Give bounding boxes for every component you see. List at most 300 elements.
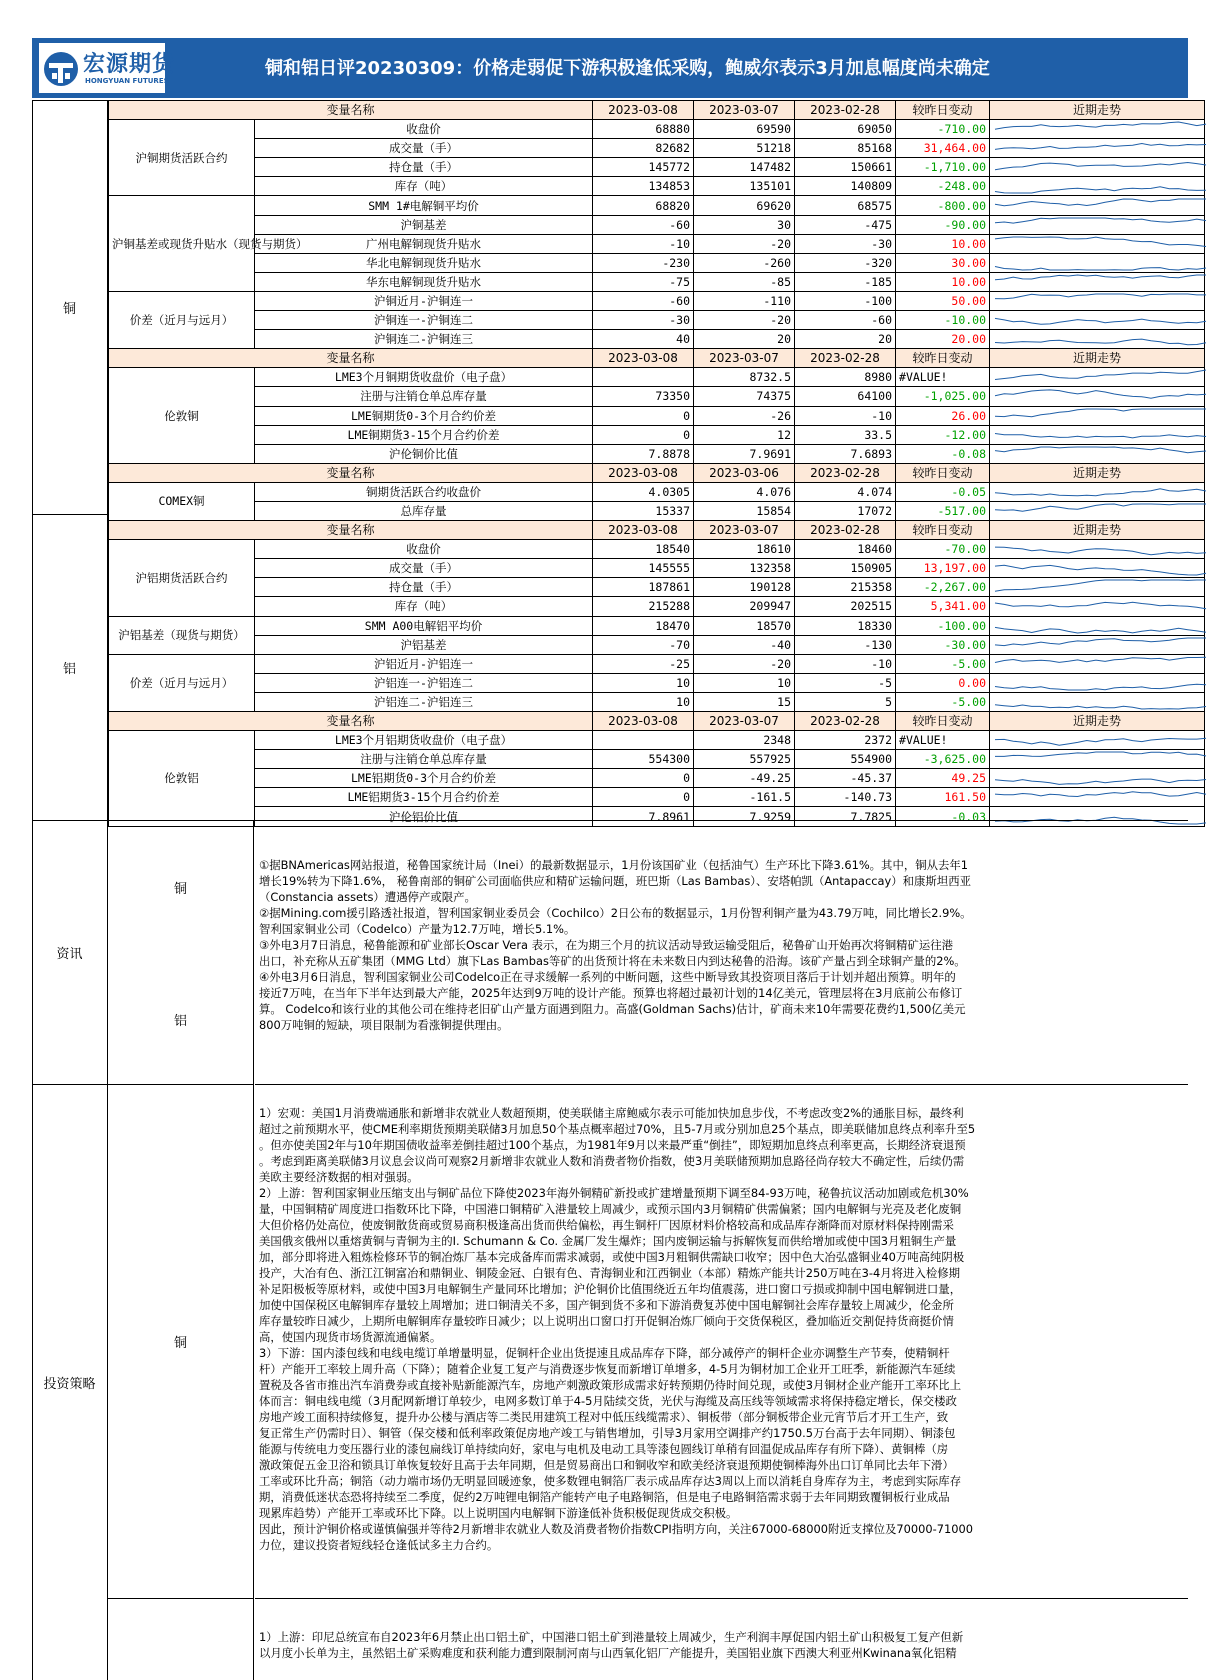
- sparkline-path: [995, 144, 1206, 150]
- sparkline-path: [995, 566, 1206, 576]
- header-cell: 变量名称: [109, 101, 593, 120]
- header-cell: 2023-03-08: [593, 521, 694, 540]
- group-label: 沪铜期货活跃合约: [109, 120, 255, 196]
- sparkline-icon: [993, 617, 1208, 635]
- sparkline-path: [995, 580, 1206, 591]
- header-cell: 近期走势: [990, 712, 1205, 731]
- trend-sparkline: [990, 406, 1205, 425]
- table-row: [109, 139, 1205, 158]
- sparkline-icon: [993, 120, 1208, 138]
- trend-sparkline: [990, 750, 1205, 769]
- value-cell: -26: [694, 406, 795, 425]
- trend-sparkline: [990, 330, 1205, 349]
- value-cell: 73350: [593, 387, 694, 406]
- change-cell: 30.00: [896, 253, 990, 272]
- variable-name: LME铝期货0-3个月合约价差: [255, 769, 593, 788]
- trend-sparkline: [990, 425, 1205, 444]
- value-cell: -475: [795, 215, 896, 234]
- sparkline-path: [995, 489, 1206, 496]
- change-cell: 13,197.00: [896, 559, 990, 578]
- change-cell: #VALUE!: [896, 368, 990, 387]
- trend-sparkline: [990, 196, 1205, 215]
- header-cell: 2023-03-08: [593, 463, 694, 482]
- value-cell: 4.076: [694, 482, 795, 501]
- value-cell: -230: [593, 253, 694, 272]
- sparkline-icon: [993, 292, 1208, 310]
- table-row: [109, 120, 1205, 139]
- variable-name: 持仓量（手）: [255, 578, 593, 597]
- value-cell: 40: [593, 330, 694, 349]
- header-cell: 较昨日变动: [896, 349, 990, 368]
- value-cell: -75: [593, 272, 694, 291]
- trend-sparkline: [990, 215, 1205, 234]
- variable-name: 华北电解铜现货升贴水: [255, 253, 593, 272]
- value-cell: 554900: [795, 750, 896, 769]
- value-cell: 51218: [694, 139, 795, 158]
- value-cell: 18470: [593, 616, 694, 635]
- value-cell: -60: [593, 291, 694, 310]
- value-cell: 7.8878: [593, 444, 694, 463]
- trend-sparkline: [990, 139, 1205, 158]
- sparkline-icon: [993, 407, 1208, 425]
- sparkline-icon: [993, 502, 1208, 520]
- value-cell: -60: [593, 215, 694, 234]
- group-label: 沪铝期货活跃合约: [109, 540, 255, 616]
- header-cell: 2023-02-28: [795, 521, 896, 540]
- value-cell: 145555: [593, 559, 694, 578]
- variable-name: 铜期货活跃合约收盘价: [255, 482, 593, 501]
- sparkline-icon: [993, 578, 1208, 596]
- header-cell: 较昨日变动: [896, 712, 990, 731]
- variable-name: 沪伦铝价比值: [255, 807, 593, 826]
- sparkline-path: [995, 122, 1206, 129]
- change-cell: -1,025.00: [896, 387, 990, 406]
- sparkline-path: [995, 266, 1206, 270]
- sparkline-path: [995, 370, 1206, 380]
- sparkline-icon: [993, 483, 1208, 501]
- value-cell: 209947: [694, 597, 795, 616]
- header-cell: 2023-03-07: [694, 521, 795, 540]
- header-cell: 变量名称: [109, 712, 593, 731]
- sparkline-path: [995, 638, 1206, 646]
- value-cell: 18610: [694, 540, 795, 559]
- variable-name: 库存（吨）: [255, 177, 593, 196]
- table-row: [109, 616, 1205, 635]
- market-data-table: [108, 100, 1205, 827]
- logo-text-en: HONGYUAN FUTURES: [85, 77, 169, 85]
- trend-sparkline: [990, 501, 1205, 520]
- table-header-row: [109, 101, 1205, 120]
- value-cell: 150661: [795, 158, 896, 177]
- trend-sparkline: [990, 654, 1205, 673]
- variable-name: 沪铜基差: [255, 215, 593, 234]
- table-row: [109, 368, 1205, 387]
- variable-name: 成交量（手）: [255, 559, 593, 578]
- sparkline-icon: [993, 426, 1208, 444]
- change-cell: 49.25: [896, 769, 990, 788]
- header-cell: 近期走势: [990, 101, 1205, 120]
- value-cell: 17072: [795, 501, 896, 520]
- value-cell: -40: [694, 635, 795, 654]
- trend-sparkline: [990, 387, 1205, 406]
- value-cell: 187861: [593, 578, 694, 597]
- group-label: 伦敦铝: [109, 731, 255, 826]
- sparkline-icon: [993, 254, 1208, 272]
- table-row: [109, 253, 1205, 272]
- sparkline-path: [995, 187, 1206, 193]
- value-cell: 0: [593, 406, 694, 425]
- header-cell: 近期走势: [990, 463, 1205, 482]
- value-cell: [593, 368, 694, 387]
- value-cell: 0: [593, 769, 694, 788]
- sparkline-icon: [993, 368, 1208, 386]
- trend-sparkline: [990, 731, 1205, 750]
- table-row: [109, 540, 1205, 559]
- value-cell: -260: [694, 253, 795, 272]
- value-cell: 10: [694, 673, 795, 692]
- sparkline-path: [995, 779, 1206, 784]
- news-aluminium-label: 铝: [108, 954, 254, 1084]
- trend-sparkline: [990, 559, 1205, 578]
- header-cell: 2023-02-28: [795, 463, 896, 482]
- sparkline-path: [995, 339, 1206, 345]
- group-label: 沪铝基差（现货与期货）: [109, 616, 255, 654]
- table-row: [109, 788, 1205, 807]
- value-cell: -320: [795, 253, 896, 272]
- change-cell: -30.00: [896, 635, 990, 654]
- sparkline-path: [995, 409, 1206, 417]
- trend-sparkline: [990, 120, 1205, 139]
- variable-name: 成交量（手）: [255, 139, 593, 158]
- header-cell: 较昨日变动: [896, 463, 990, 482]
- table-row: [109, 559, 1205, 578]
- value-cell: 145772: [593, 158, 694, 177]
- table-row: [109, 692, 1205, 711]
- trend-sparkline: [990, 253, 1205, 272]
- sparkline-path: [995, 433, 1206, 437]
- table-row: [109, 597, 1205, 616]
- variable-name: 收盘价: [255, 120, 593, 139]
- sparkline-path: [995, 547, 1206, 555]
- value-cell: -49.25: [694, 769, 795, 788]
- change-cell: -0.08: [896, 444, 990, 463]
- table-row: [109, 196, 1205, 215]
- value-cell: 20: [694, 330, 795, 349]
- trend-sparkline: [990, 616, 1205, 635]
- change-cell: 5,341.00: [896, 597, 990, 616]
- change-cell: -70.00: [896, 540, 990, 559]
- group-label: 价差（近月与远月）: [109, 654, 255, 711]
- value-cell: -161.5: [694, 788, 795, 807]
- sparkline-icon: [993, 216, 1208, 234]
- sparkline-path: [995, 275, 1206, 280]
- sparkline-icon: [993, 559, 1208, 577]
- report-header: [0, 0, 1188, 100]
- value-cell: 140809: [795, 177, 896, 196]
- value-cell: -25: [593, 654, 694, 673]
- change-cell: -1,710.00: [896, 158, 990, 177]
- value-cell: -10: [795, 406, 896, 425]
- sparkline-path: [995, 163, 1206, 170]
- table-row: [109, 425, 1205, 444]
- value-cell: 15854: [694, 501, 795, 520]
- header-cell: 变量名称: [109, 463, 593, 482]
- variable-name: 沪铝基差: [255, 635, 593, 654]
- sparkline-icon: [993, 330, 1208, 348]
- value-cell: 12: [694, 425, 795, 444]
- value-cell: 69590: [694, 120, 795, 139]
- trend-sparkline: [990, 597, 1205, 616]
- sparkline-path: [995, 390, 1206, 398]
- header-cell: 变量名称: [109, 521, 593, 540]
- value-cell: -5: [795, 673, 896, 692]
- news-text: ①据BNAmericas网站报道，秘鲁国家统计局（Inei）的最新数据显示，1月份该国矿业（包括油气）生产环比下降3.61%。其中，铜从去年1 增长19%转为下降1.6%， 秘鲁南部的铜矿公司面临供应和精矿运输问题，班巴斯（Las Bambas）、安塔帕凯（Antapaccay）和康斯坦西亚 （Constancia assets）遭遇停产或限产。 ②据Mining.com援引路透社报道，智利国家铜业委员会（Cochilco）2日公布的数据显示，1月份智利铜产量为43.79万吨，同比增长2.9%。 智利国家铜业公司（Codelco）产量为12.7万吨，增长5.1%。 ③外电3月7日消息，秘鲁能源和矿业部长Oscar Vera 表示，在为期三个月的抗议活动导致运输受阻后，秘鲁矿山开始再次将铜精矿运往港 出口，补充称从五矿集团（MMG Ltd）旗下Las Bambas等矿的出货预计将在未来数日内到达秘鲁的沿海。该矿产量占到全球铜产量的2%。 ④外电3月6日消息，智利国家铜业公司Codelco正在寻求缓解一系列的中断问题，这些中断导致其投资项目落后于计划并超出预算。明年的 接近7万吨，在当年下半年达到最大产能，2025年达到9万吨的设计产能。预算也将超过最初计划的14亿美元，管理层将在3月底前公布修订 算。 Codelco和该行业的其他公司在维持老旧矿山产量方面遇到阻力。高盛(Goldman Sachs)估计，矿商未来10年需要花费约1,500亿美元 800万吨铜的短缺，项目限制为看涨铜提供理由。: [255, 820, 1188, 1084]
- sparkline-path: [995, 657, 1206, 662]
- header-cell: 2023-03-07: [694, 712, 795, 731]
- section-copper-label: 铜: [32, 100, 108, 514]
- table-row: [109, 177, 1205, 196]
- change-cell: -5.00: [896, 692, 990, 711]
- value-cell: -85: [694, 272, 795, 291]
- header-cell: 2023-03-08: [593, 101, 694, 120]
- sparkline-icon: [993, 387, 1208, 405]
- sparkline-path: [995, 738, 1206, 745]
- value-cell: 74375: [694, 387, 795, 406]
- trend-sparkline: [990, 311, 1205, 330]
- table-row: [109, 482, 1205, 501]
- page-title: 铜和铝日评20230309：价格走弱促下游积极逢低采购，鲍威尔表示3月加息幅度尚未确定: [265, 58, 990, 79]
- value-cell: 7.6893: [795, 444, 896, 463]
- strategy-aluminium-label: [108, 1598, 254, 1680]
- section-news-label: 资讯: [32, 820, 108, 1084]
- change-cell: -0.05: [896, 482, 990, 501]
- header-cell: 近期走势: [990, 521, 1205, 540]
- value-cell: 7.8961: [593, 807, 694, 826]
- variable-name: LME3个月铝期货收盘价（电子盘）: [255, 731, 593, 750]
- strategy-copper-text: 1）宏观：美国1月消费端通胀和新增非农就业人数超预期，使美联储主席鲍威尔表示可能加快加息步伐，不考虑改变2%的通胀目标，最终利 超过之前预期水平，使CME利率期货预期美联储3月加息50个基点概率超过70%，且5-7月或分别加息25个基点，即美联储加息终点利率升至5 。但亦使美国2年与10年期国债收益率差倒挂超过100个基点，为1981年9月以来最严重“倒挂”，即短期加息终点利率更高，长期经济衰退预 。考虑到距离美联储3月议息会议尚可观察2月新增非农就业人数和消费者物价指数，使3月美联储预期加息路径尚存较大不确定性，后续仍需 美欧主要经济数据的相对强弱。 2）上游：智利国家铜业压缩支出与铜矿品位下降使2023年海外铜精矿新投或扩建增量预期下调至84-93万吨，秘鲁抗议活动加剧或危机30% 量，中国铜精矿周度进口指数环比下降，中国港口铜精矿入港量较上周减少，或预示国内3月铜精矿供需偏紧；国内电解铜与光亮及老化废铜 大但价格仍处高位，使废铜散货商或贸易商积极逢高出货而供给偏松，再生铜杆厂因原材料价格较高和成品库存渐降而对原材料保持刚需采 美国俄亥俄州以重熔黄铜与青铜为主的I. Schumann & Co. 金属厂发生爆炸；国内废铜运输与拆解恢复而供给增加或使中国3月粗铜生产量 加，部分即将进入粗炼检修环节的铜冶炼厂基本完成备库而需求减弱，或使中国3月粗铜供需缺口收窄；因中色大冶弘盛铜业40万吨高纯阴极 投产，大冶有色、浙江江铜富冶和鼎铜业、铜陵金冠、白银有色、青海铜业和江西铜业（本部）精炼产能共计250万吨在3-4月将进入检修期 补足阳极板等原材料，或使中国3月电解铜生产量同环比增加；沪伦铜价比值围绕近五年均值震荡，进口窗口亏损或抑制中国电解铜进口量， 加使中国保税区电解铜库存量较上周增加；进口铜清关不多，国产铜到货不多和下游消费复苏使中国电解铜社会库存量较上周减少，伦金所 库存量较昨日减少，上期所电解铜库存量较昨日减少；以上说明出口窗口打开促铜冶炼厂倾向于交货保税区，叠加临近交割促持货商挺价情 高，使国内现货市场货源流通偏紧。 3）下游：国内漆包线和电线电缆订单增量明显，促铜杆企业出货提速且成品库存下降，部分减停产的铜杆企业亦调整生产节奏，使精铜杆 杆）产能开工率较上周升高（下降）；随着企业复工复产与消费逐步恢复而新增订单增多，4-5月为铜材加工企业开工旺季，新能源汽车延续 置税及各省市推出汽车消费券或直接补贴新能源汽车，房地产刺激政策形成需求好转预期仍待时间兑现，或使3月铜材企业产能开工率环比上 体而言：铜电线电缆（3月配网新增订单较少，电网多数订单于4-5月陆续交货，光伏与海缆及高压线等领域需求将保持稳定增长，保交楼政 房地产竣工面积持续修复，提升办公楼与酒店等二类民用建筑工程对中低压线缆需求）、铜板带（部分铜板带企业元宵节后才开工生产，致 复正常生产仍需时日）、铜管（保交楼和低利率政策促房地产竣工与销售增加，引导3月家用空调排产约1750.5万台高于去年同期）、铜漆包 能源与传统电力变压器行业的漆包扁线订单持续向好，家电与电机及电动工具等漆包圆线订单稍有回温促成品库存有所下降）、黄铜棒（房 激政策促五金卫浴和锁具订单恢复较好且高于去年同期，但是贸易商出口和铜收窄和欧美经济衰退预期使铜棒海外出口订单同比去年下滑） 工率或环比升高；铜箔（动力端市场仍无明显回暖迹象，使多数锂电铜箔厂表示成品库存达3周以上而以消耗自身库存为主，考虑到实际库存 期，消费低迷状态恐将持续至二季度，促约2万吨锂电铜箔产能转产电子电路铜箔，但是电子电路铜箔需求弱于去年同期致覆铜板行业成品 现累库趋势）产能开工率或环比下降。以上说明国内电解铜下游逢低补货积极促现货成交积极。 因此，预计沪铜价格或谨慎偏强并等待2月新增非农就业人数及消费者物价指数CPI指明方向，关注67000-68000附近支撑位及70000-71000 力位，建议投资者短线轻仓逢低试多主力合约。: [255, 1084, 1188, 1598]
- sparkline-icon: [993, 197, 1208, 215]
- header-cell: 2023-03-06: [694, 463, 795, 482]
- value-cell: 190128: [694, 578, 795, 597]
- group-label: 伦敦铜: [109, 368, 255, 463]
- sparkline-icon: [993, 693, 1208, 711]
- change-cell: -10.00: [896, 311, 990, 330]
- sparkline-icon: [993, 655, 1208, 673]
- variable-name: 华东电解铜现货升贴水: [255, 272, 593, 291]
- value-cell: 18570: [694, 616, 795, 635]
- group-label: 价差（近月与远月）: [109, 291, 255, 348]
- variable-name: 持仓量（手）: [255, 158, 593, 177]
- variable-name: LME铜期货0-3个月合约价差: [255, 406, 593, 425]
- value-cell: 557925: [694, 750, 795, 769]
- value-cell: -10: [795, 654, 896, 673]
- sparkline-path: [995, 684, 1206, 690]
- value-cell: 5: [795, 692, 896, 711]
- company-logo: [38, 42, 176, 94]
- value-cell: 4.074: [795, 482, 896, 501]
- trend-sparkline: [990, 769, 1205, 788]
- value-cell: 132358: [694, 559, 795, 578]
- value-cell: 64100: [795, 387, 896, 406]
- sparkline-path: [995, 705, 1206, 709]
- group-label: COMEX铜: [109, 482, 255, 520]
- value-cell: -100: [795, 291, 896, 310]
- trend-sparkline: [990, 482, 1205, 501]
- sparkline-path: [995, 294, 1206, 299]
- sparkline-icon: [993, 445, 1208, 463]
- trend-sparkline: [990, 272, 1205, 291]
- variable-name: LME3个月铜期货收盘价（电子盘）: [255, 368, 593, 387]
- sparkline-path: [995, 603, 1206, 610]
- variable-name: 沪铝连二-沪铝连三: [255, 692, 593, 711]
- sparkline-icon: [993, 731, 1208, 749]
- sparkline-path: [995, 199, 1206, 206]
- change-cell: 20.00: [896, 330, 990, 349]
- trend-sparkline: [990, 540, 1205, 559]
- trend-sparkline: [990, 158, 1205, 177]
- variable-name: 沪伦铜价比值: [255, 444, 593, 463]
- value-cell: 33.5: [795, 425, 896, 444]
- table-row: [109, 444, 1205, 463]
- table-header-row: [109, 712, 1205, 731]
- value-cell: 215358: [795, 578, 896, 597]
- value-cell: 215288: [593, 597, 694, 616]
- header-cell: 2023-03-08: [593, 349, 694, 368]
- table-row: [109, 158, 1205, 177]
- value-cell: -60: [795, 311, 896, 330]
- variable-name: 沪铜连一-沪铜连二: [255, 311, 593, 330]
- table-row: [109, 311, 1205, 330]
- table-row: [109, 215, 1205, 234]
- variable-name: 沪铜近月-沪铜连一: [255, 291, 593, 310]
- value-cell: 10: [593, 692, 694, 711]
- value-cell: 8980: [795, 368, 896, 387]
- value-cell: 15337: [593, 501, 694, 520]
- header-cell: 变量名称: [109, 349, 593, 368]
- trend-sparkline: [990, 291, 1205, 310]
- table-row: [109, 291, 1205, 310]
- value-cell: [593, 731, 694, 750]
- table-header-row: [109, 521, 1205, 540]
- value-cell: 20: [795, 330, 896, 349]
- value-cell: 30: [694, 215, 795, 234]
- table-header-row: [109, 463, 1205, 482]
- change-cell: -517.00: [896, 501, 990, 520]
- value-cell: 7.9259: [694, 807, 795, 826]
- sparkline-icon: [993, 788, 1208, 806]
- variable-name: 注册与注销仓单总库存量: [255, 750, 593, 769]
- trend-sparkline: [990, 368, 1205, 387]
- header-cell: 2023-02-28: [795, 712, 896, 731]
- header-cell: 2023-02-28: [795, 101, 896, 120]
- table-row: [109, 406, 1205, 425]
- value-cell: 202515: [795, 597, 896, 616]
- sparkline-path: [995, 447, 1206, 453]
- sparkline-icon: [993, 235, 1208, 253]
- sparkline-path: [995, 792, 1206, 797]
- sparkline-icon: [993, 540, 1208, 558]
- variable-name: 沪铝近月-沪铝连一: [255, 654, 593, 673]
- change-cell: -100.00: [896, 616, 990, 635]
- variable-name: SMM A00电解铝平均价: [255, 616, 593, 635]
- trend-sparkline: [990, 578, 1205, 597]
- header-cell: 较昨日变动: [896, 521, 990, 540]
- header-cell: 2023-03-08: [593, 712, 694, 731]
- sparkline-icon: [993, 750, 1208, 768]
- value-cell: 7.9691: [694, 444, 795, 463]
- table-row: [109, 769, 1205, 788]
- header-cell: 2023-02-28: [795, 349, 896, 368]
- value-cell: 554300: [593, 750, 694, 769]
- table-row: [109, 330, 1205, 349]
- table-row: [109, 750, 1205, 769]
- change-cell: -710.00: [896, 120, 990, 139]
- value-cell: -130: [795, 635, 896, 654]
- value-cell: 8732.5: [694, 368, 795, 387]
- change-cell: -90.00: [896, 215, 990, 234]
- value-cell: -30: [593, 311, 694, 330]
- value-cell: -45.37: [795, 769, 896, 788]
- variable-name: 库存（吨）: [255, 597, 593, 616]
- table-row: [109, 272, 1205, 291]
- sparkline-icon: [993, 273, 1208, 291]
- sparkline-icon: [993, 177, 1208, 195]
- sparkline-icon: [993, 636, 1208, 654]
- sparkline-path: [995, 218, 1206, 223]
- value-cell: 147482: [694, 158, 795, 177]
- value-cell: 68880: [593, 120, 694, 139]
- section-strategy-label: 投资策略: [32, 1084, 108, 1680]
- sparkline-path: [995, 237, 1206, 247]
- trend-sparkline: [990, 234, 1205, 253]
- change-cell: -2,267.00: [896, 578, 990, 597]
- value-cell: 2348: [694, 731, 795, 750]
- change-cell: -248.00: [896, 177, 990, 196]
- value-cell: 0: [593, 788, 694, 807]
- value-cell: 18330: [795, 616, 896, 635]
- change-cell: -0.03: [896, 807, 990, 826]
- change-cell: 10.00: [896, 272, 990, 291]
- header-cell: 2023-03-07: [694, 101, 795, 120]
- trend-sparkline: [990, 788, 1205, 807]
- trend-sparkline: [990, 692, 1205, 711]
- value-cell: -70: [593, 635, 694, 654]
- header-cell: 近期走势: [990, 349, 1205, 368]
- change-cell: 0.00: [896, 673, 990, 692]
- value-cell: -185: [795, 272, 896, 291]
- sparkline-icon: [993, 597, 1208, 615]
- header-cell: 较昨日变动: [896, 101, 990, 120]
- value-cell: 18540: [593, 540, 694, 559]
- value-cell: 68575: [795, 196, 896, 215]
- value-cell: 4.0305: [593, 482, 694, 501]
- change-cell: -5.00: [896, 654, 990, 673]
- table-row: [109, 578, 1205, 597]
- value-cell: 69620: [694, 196, 795, 215]
- logo-mark-icon: [43, 49, 79, 89]
- sparkline-path: [995, 752, 1206, 756]
- change-cell: 10.00: [896, 234, 990, 253]
- change-cell: #VALUE!: [896, 731, 990, 750]
- change-cell: -3,625.00: [896, 750, 990, 769]
- trend-sparkline: [990, 177, 1205, 196]
- value-cell: 69050: [795, 120, 896, 139]
- sparkline-path: [995, 504, 1206, 511]
- variable-name: LME铜期货3-15个月合约价差: [255, 425, 593, 444]
- change-cell: 161.50: [896, 788, 990, 807]
- value-cell: 82682: [593, 139, 694, 158]
- variable-name: 沪铝连一-沪铝连二: [255, 673, 593, 692]
